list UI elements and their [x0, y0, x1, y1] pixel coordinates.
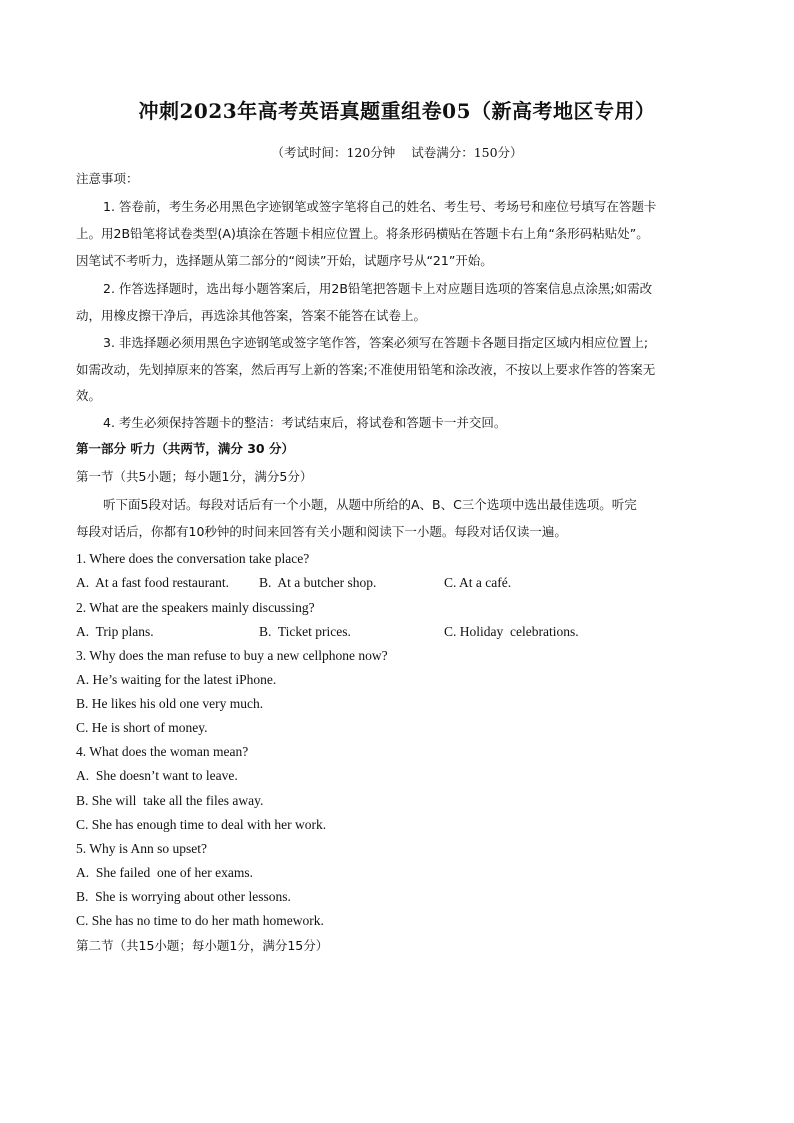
- page-title: 冲刺2023年高考英语真题重组卷05（新高考地区专用）: [138, 99, 656, 123]
- notice-item-1-line-2: 上。用2B铅笔将试卷类型(A)填涂在答题卡相应位置上。将条形码横贴在答题卡右上角“条形码粘贴处”。: [76, 226, 649, 241]
- question-2-option-a: A. Trip plans.: [76, 624, 154, 639]
- question-2-option-b: B. Ticket prices.: [259, 624, 351, 639]
- notice-item-2-line-1: 2. 作答选择题时，选出每小题答案后，用2B铅笔把答题卡上对应题目选项的答案信息点涂黑;如需改: [103, 281, 653, 296]
- notice-item-1-line-1: 1. 答卷前，考生务必用黑色字迹钢笔或签字笔将自己的姓名、考生号、考场号和座位号填写在答题卡: [103, 199, 657, 214]
- notice-item-3-line-3: 效。: [76, 388, 102, 403]
- question-5-option-a: A. She failed one of her exams.: [76, 865, 253, 880]
- question-3-option-c: C. He is short of money.: [76, 720, 208, 735]
- question-4-option-c: C. She has enough time to deal with her work.: [76, 817, 327, 832]
- question-4-option-a: A. She doesn’t want to leave.: [76, 768, 238, 783]
- notice-heading: 注意事项：: [76, 171, 139, 186]
- question-5-option-b: B. She is worrying about other lessons.: [76, 889, 291, 904]
- notice-item-1-line-3: 因笔试不考听力，选择题从第二部分的“阅读”开始，试题序号从“21”开始。: [76, 253, 493, 268]
- notice-item-3-line-1: 3. 非选择题必须用黑色字迹钢笔或签字笔作答，答案必须写在答题卡各题目指定区域内相应位置上;: [103, 335, 649, 350]
- question-2: 2. What are the speakers mainly discussing?: [76, 600, 315, 615]
- section-one-heading: 第一节（共5小题；每小题1分，满分5分）: [76, 469, 313, 484]
- question-5-option-c: C. She has no time to do her math homework.: [76, 913, 324, 928]
- part-one-heading: 第一部分 听力（共两节，满分 30 分）: [76, 441, 294, 456]
- question-1: 1. Where does the conversation take place?: [76, 551, 310, 566]
- question-4-option-b: B. She will take all the files away.: [76, 793, 264, 808]
- exam-info: （考试时间：120分钟 试卷满分：150分）: [271, 145, 523, 160]
- listening-instructions-line-1: 听下面5段对话。每段对话后有一个小题，从题中所给的A、B、C三个选项中选出最佳选项。听完: [103, 497, 637, 512]
- notice-item-2-line-2: 动，用橡皮擦干净后，再选涂其他答案，答案不能答在试卷上。: [76, 308, 427, 323]
- listening-instructions-line-2: 每段对话后，你都有10秒钟的时间来回答有关小题和阅读下一小题。每段对话仅读一遍。: [76, 524, 567, 539]
- question-1-option-b: B. At a butcher shop.: [259, 575, 377, 590]
- notice-item-3-line-2: 如需改动，先划掉原来的答案，然后再写上新的答案;不准使用铅笔和涂改液，不按以上要求作答的答案无: [76, 362, 656, 377]
- question-4: 4. What does the woman mean?: [76, 744, 249, 759]
- question-3-option-a: A. He’s waiting for the latest iPhone.: [76, 672, 277, 687]
- question-2-option-c: C. Holiday celebrations.: [444, 624, 579, 639]
- question-5: 5. Why is Ann so upset?: [76, 841, 207, 856]
- section-two-heading: 第二节（共15小题；每小题1分，满分15分）: [76, 938, 329, 953]
- question-1-option-a: A. At a fast food restaurant.: [76, 575, 229, 590]
- question-1-option-c: C. At a café.: [444, 575, 512, 590]
- notice-item-4: 4. 考生必须保持答题卡的整洁：考试结束后，将试卷和答题卡一并交回。: [103, 415, 507, 430]
- question-3-option-b: B. He likes his old one very much.: [76, 696, 264, 711]
- question-3: 3. Why does the man refuse to buy a new cellphone now?: [76, 648, 388, 663]
